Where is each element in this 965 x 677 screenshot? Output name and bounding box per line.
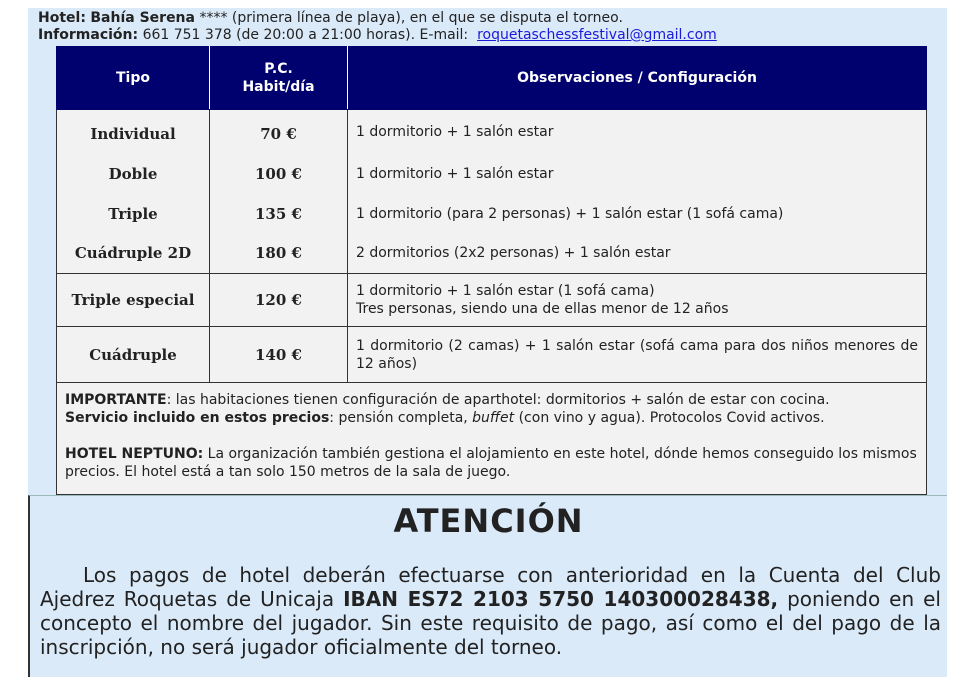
- table-row: [57, 154, 927, 194]
- tipo-cell: Triple: [57, 194, 210, 234]
- hotel-info: [38, 10, 717, 44]
- obs-cell: 1 dormitorio (para 2 personas) + 1 salón estar (1 sofá cama): [348, 194, 927, 234]
- hotel-label: Hotel:: [38, 10, 86, 26]
- atencion-iban: IBAN ES72 2103 5750 140300028438,: [343, 587, 779, 611]
- room-prices-table: [56, 46, 927, 495]
- importante-note: [65, 391, 918, 409]
- obs-cell: [348, 274, 927, 327]
- servicio-note: [65, 409, 918, 427]
- hotel-desc: (primera línea de playa), en el que se disputa el torneo.: [231, 10, 623, 26]
- table-row: [57, 110, 927, 154]
- table-row: [57, 274, 927, 327]
- tipo-cell: Cuádruple: [57, 327, 210, 383]
- atencion-text: [40, 563, 941, 659]
- precio-cell: 140 €: [210, 327, 348, 383]
- obs-cell: 1 dormitorio + 1 salón estar: [348, 154, 927, 194]
- hotel-stars: ****: [199, 10, 228, 26]
- precio-cell: 100 €: [210, 154, 348, 194]
- tipo-cell: Triple especial: [57, 274, 210, 327]
- servicio-label: Servicio incluido en estos precios: [65, 410, 330, 426]
- atencion-title: ATENCIÓN: [393, 502, 584, 540]
- tipo-cell: Individual: [57, 110, 210, 154]
- hotel-line: [38, 10, 717, 27]
- header-pc-line2: Habit/día: [242, 79, 315, 95]
- email-link[interactable]: roquetaschessfestival@gmail.com: [477, 27, 717, 43]
- obs-line-1: 1 dormitorio + 1 salón estar (1 sofá cama): [356, 283, 655, 299]
- tipo-cell: Doble: [57, 154, 210, 194]
- tipo-cell: Cuádruple 2D: [57, 234, 210, 274]
- notes-row: [57, 383, 927, 495]
- header-pc-line1: P.C.: [264, 61, 293, 77]
- atencion-text2: poniendo en el concepto el nombre del jugador. Sin este requisito de pago, así como el del pago de la inscripción, no será jugador oficialmente del torneo.: [40, 587, 941, 659]
- atencion-panel: [28, 495, 947, 677]
- precio-cell: 135 €: [210, 194, 348, 234]
- table-row: [57, 327, 927, 383]
- hotel-name: Bahía Serena: [90, 10, 195, 26]
- importante-label: IMPORTANTE: [65, 392, 167, 408]
- header-pc: [210, 47, 348, 110]
- obs-cell: 1 dormitorio + 1 salón estar: [348, 110, 927, 154]
- atencion-text1: Los pagos de hotel deberán efectuarse con anterioridad en la Cuenta del Club Ajedrez Roquetas de Unicaja: [40, 563, 941, 611]
- info-label: Información:: [38, 27, 139, 43]
- servicio-text2: (con vino y agua). Protocolos Covid activos.: [514, 410, 825, 426]
- servicio-buffet: buffet: [472, 410, 515, 426]
- precio-cell: 70 €: [210, 110, 348, 154]
- table-row: [57, 234, 927, 274]
- info-text: 661 751 378 (de 20:00 a 21:00 horas). E-mail:: [142, 27, 469, 43]
- header-tipo: Tipo: [57, 47, 210, 110]
- notes-cell: [57, 383, 927, 495]
- neptuno-note: [65, 445, 918, 481]
- obs-cell: 2 dormitorios (2x2 personas) + 1 salón estar: [348, 234, 927, 274]
- table-header-row: [57, 47, 927, 110]
- neptuno-label: HOTEL NEPTUNO:: [65, 446, 204, 462]
- header-observaciones: Observaciones / Configuración: [348, 47, 927, 110]
- precio-cell: 120 €: [210, 274, 348, 327]
- precio-cell: 180 €: [210, 234, 348, 274]
- neptuno-text: La organización también gestiona el alojamiento en este hotel, dónde hemos conseguido los mismos precios. El hotel está a tan solo 150 metros de la sala de juego.: [65, 446, 917, 480]
- obs-cell: 1 dormitorio (2 camas) + 1 salón estar (sofá cama para dos niños menores de 12 años): [348, 327, 927, 383]
- info-line: [38, 27, 717, 44]
- table-row: [57, 194, 927, 234]
- obs-line-2: Tres personas, siendo una de ellas menor de 12 años: [356, 301, 729, 317]
- servicio-text1: : pensión completa,: [329, 410, 473, 426]
- importante-text: : las habitaciones tienen configuración de aparthotel: dormitorios + salón de estar con cocina.: [166, 392, 830, 408]
